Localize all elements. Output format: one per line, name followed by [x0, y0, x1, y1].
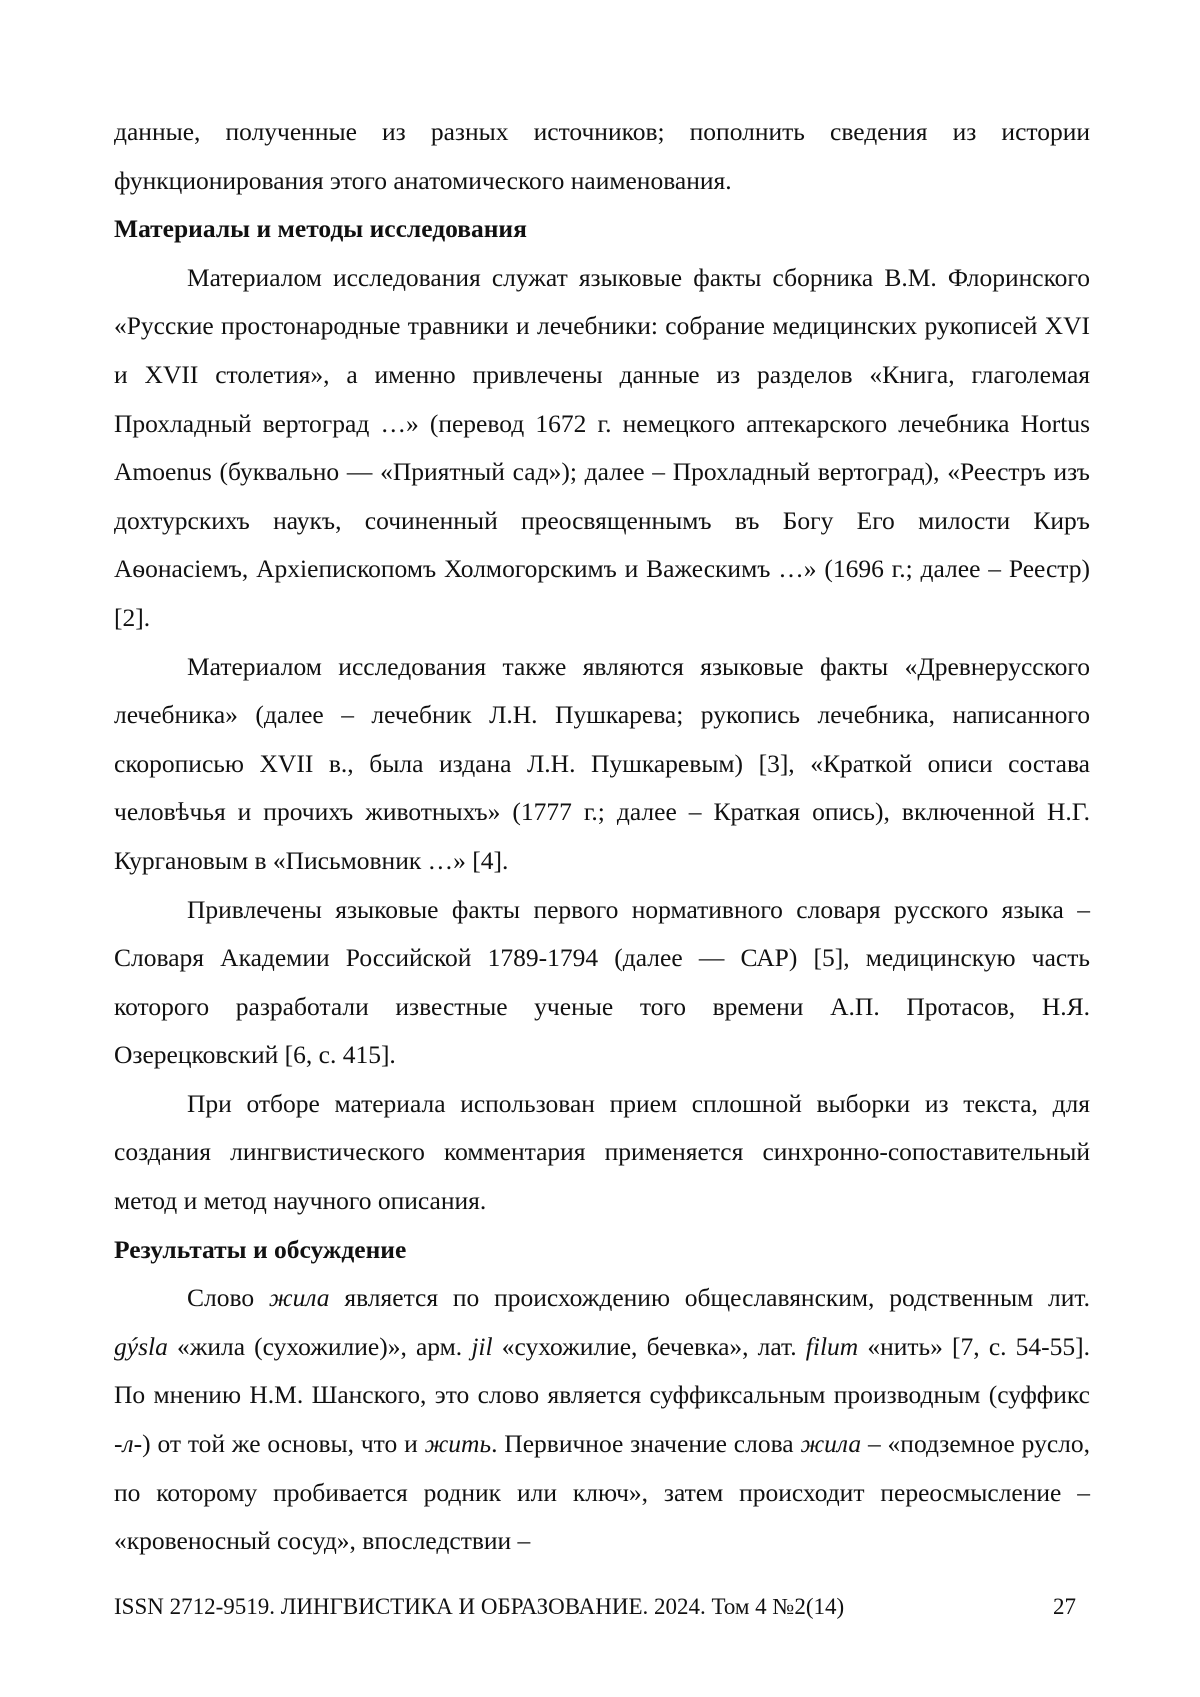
italic-term: жила: [269, 1283, 330, 1312]
text-run: является по происхождению общеславянским, родственным лит.: [330, 1283, 1090, 1312]
italic-term: filum: [806, 1332, 858, 1361]
italic-term: -л-: [114, 1429, 142, 1458]
text-run: ) от той же основы, что и: [142, 1429, 424, 1458]
page-number: 27: [1053, 1592, 1076, 1622]
page-content: [114, 108, 1090, 1566]
text-run: Слово: [187, 1283, 269, 1312]
italic-term: gýsla: [114, 1332, 168, 1361]
italic-term: жить: [425, 1429, 492, 1458]
text-run: «жила (сухожилие)», арм.: [168, 1332, 472, 1361]
italic-term: jil: [471, 1332, 492, 1361]
paragraph-methods-2: Материалом исследования также являются языковые факты «Древнерусского лечебника» (далее – лечебник Л.Н. Пушкарева; рукопись лечебника, написанного скорописью XVII в., была издана Л.Н. Пушкаревым) [3], «Краткой описи состава человѣчья и прочихъ животныхъ» (1777 г.; далее – Краткая опись), включенной Н.Г. Кургановым в «Письмовник …» [4].: [114, 643, 1090, 886]
text-run: «сухожилие, бечевка», лат.: [493, 1332, 806, 1361]
paragraph-methods-1: Материалом исследования служат языковые факты сборника В.М. Флоринского «Русские простонародные травники и лечебники: собрание медицинских рукописей XVI и XVII столетия», а именно привлечены данные из разделов «Книга, глаголемая Прохладный вертоград …» (перевод 1672 г. немецкого аптекарского лечебника Hortus Amoenus (буквально — «Приятный сад»); далее – Прохладный вертоград), «Реестръ изъ дохтурскихъ наукъ, сочиненный преосвященнымъ въ Богу Его милости Киръ Аѳонасіемъ, Архіепископомъ Холмогорскимъ и Важескимъ …» (1696 г.; далее – Реестр) [2].: [114, 254, 1090, 643]
text-run: – «подземное русло, по которому пробивается родник или ключ», затем происходит переосмысление – «кровеносный сосуд», впоследствии –: [114, 1429, 1090, 1555]
section-heading-results: Результаты и обсуждение: [114, 1226, 1090, 1275]
footer-journal-info: ISSN 2712-9519. ЛИНГВИСТИКА И ОБРАЗОВАНИЕ. 2024. Том 4 №2(14): [114, 1592, 844, 1622]
paragraph-methods-3: Привлечены языковые факты первого нормативного словаря русского языка – Словаря Академии Российской 1789-1794 (далее — САР) [5], медицинскую часть которого разработали известные ученые того времени А.П. Протасов, Н.Я. Озерецковский [6, с. 415].: [114, 886, 1090, 1080]
paragraph-intro-continuation: данные, полученные из разных источников; пополнить сведения из истории функционирования этого анатомического наименования.: [114, 108, 1090, 205]
italic-term: жила: [800, 1429, 861, 1458]
text-run: . Первичное значение слова: [491, 1429, 800, 1458]
text-run: «нить» [7, с. 54-55]. По мнению Н.М. Шанского, это слово является суффиксальным производным (суффикс: [114, 1332, 1090, 1410]
section-heading-methods: Материалы и методы исследования: [114, 205, 1090, 254]
document-page: [0, 0, 1200, 1697]
paragraph-methods-4: При отборе материала использован прием сплошной выборки из текста, для создания лингвистического комментария применяется синхронно-сопоставительный метод и метод научного описания.: [114, 1080, 1090, 1226]
paragraph-results-1: [114, 1274, 1090, 1566]
